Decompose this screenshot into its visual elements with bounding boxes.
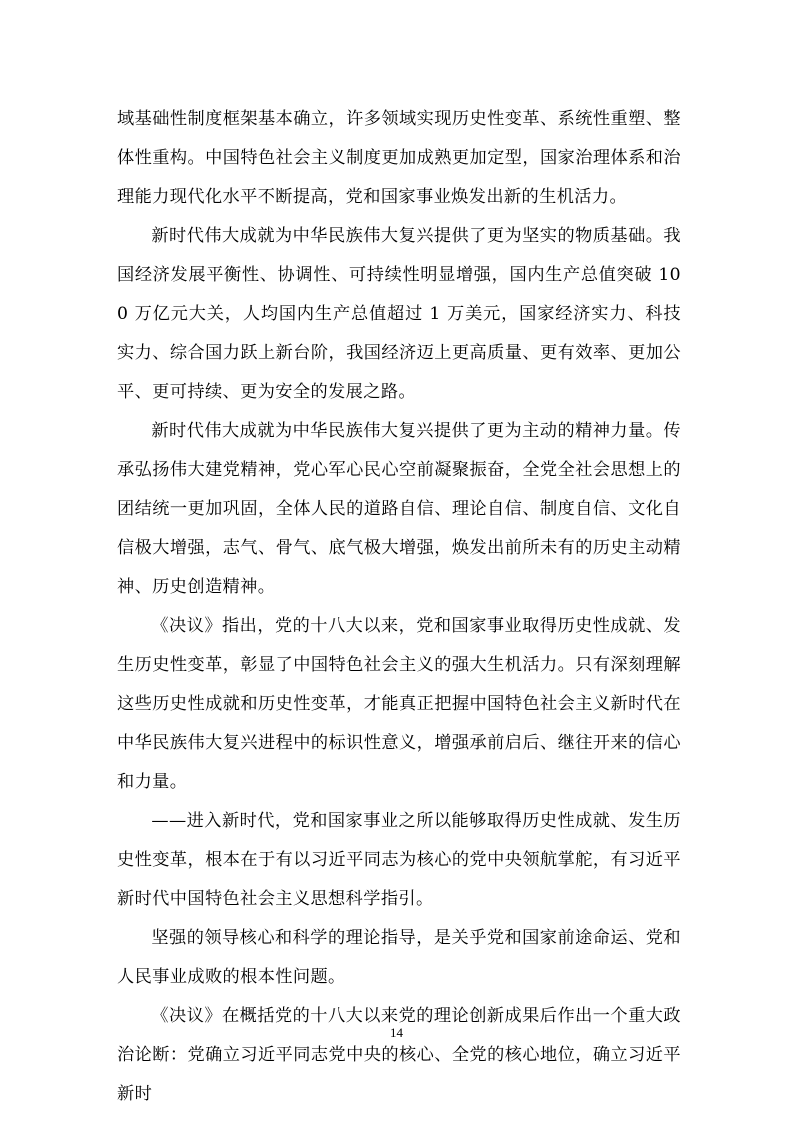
paragraph: 《决议》指出，党的十八大以来，党和国家事业取得历史性成就、发生历史性变革，彰显了中国特色社会主义的强大生机活力。只有深刻理解这些历史性成就和历史性变革，才能真正把握中国特色社会主义新时代在中华民族伟大复兴进程中的标识性意义，增强承前启后、继往开来的信心和力量。	[117, 616, 681, 792]
body-text	[117, 100, 681, 1114]
page-number: 14	[390, 1025, 403, 1040]
paragraph: 坚强的领导核心和科学的理论指导，是关乎党和国家前途命运、党和人民事业成败的根本性问题。	[117, 928, 681, 987]
paragraph: ——进入新时代，党和国家事业之所以能够取得历史性成就、发生历史性变革，根本在于有以习近平同志为核心的党中央领航掌舵，有习近平新时代中国特色社会主义思想科学指引。	[117, 811, 681, 909]
paragraph: 新时代伟大成就为中华民族伟大复兴提供了更为坚实的物质基础。我国经济发展平衡性、协调性、可持续性明显增强，国内生产总值突破 100 万亿元大关，人均国内生产总值超过 1 万美元，国家经济实力、科技实力、综合国力跃上新台阶，我国经济迈上更高质量、更有效率、更加公平、更可持续、更为安全的发展之路。	[117, 226, 681, 402]
paragraph: 新时代伟大成就为中华民族伟大复兴提供了更为主动的精神力量。传承弘扬伟大建党精神，党心军心民心空前凝聚振奋，全党全社会思想上的团结统一更加巩固，全体人民的道路自信、理论自信、制度自信、文化自信极大增强，志气、骨气、底气极大增强，焕发出前所未有的历史主动精神、历史创造精神。	[117, 421, 681, 597]
paragraph: 域基础性制度框架基本确立，许多领域实现历史性变革、系统性重塑、整体性重构。中国特色社会主义制度更加成熟更加定型，国家治理体系和治理能力现代化水平不断提高，党和国家事业焕发出新的生机活力。	[117, 109, 681, 207]
paragraph: 《决议》在概括党的十八大以来党的理论创新成果后作出一个重大政治论断：党确立习近平同志党中央的核心、全党的核心地位，确立习近平新时	[117, 1006, 681, 1104]
